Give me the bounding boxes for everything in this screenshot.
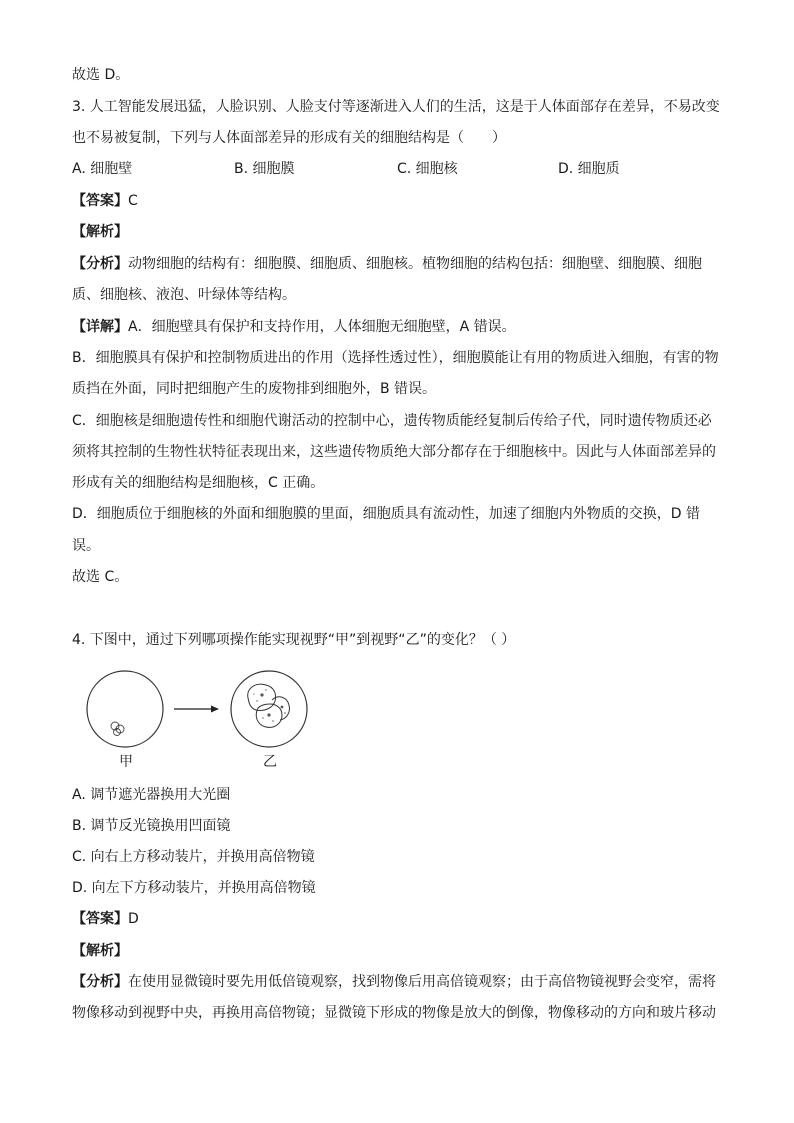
field-jia-cells bbox=[111, 722, 124, 736]
q4-fenxi-tag: 【分析】 bbox=[72, 974, 128, 990]
q3-options bbox=[72, 160, 722, 180]
q4-answer bbox=[72, 910, 139, 928]
field-yi-circle bbox=[231, 671, 307, 747]
q3-c-line-2: 须将其控制的生物性状特征表现出来，这些遗传物质绝大部分都存在于细胞核中。因此与人体面部差异的 bbox=[72, 444, 716, 460]
q4-answer-value: D bbox=[128, 911, 139, 927]
q3-stem-line-2: 也不易被复制，下列与人体面部差异的形成有关的细胞结构是（ ） bbox=[72, 130, 506, 146]
q3-fenxi-text-1: 动物细胞的结构有：细胞膜、细胞质、细胞核。植物细胞的结构包括：细胞壁、细胞膜、细胞 bbox=[128, 256, 702, 272]
q3-conclusion: 故选 C。 bbox=[72, 569, 129, 585]
q3-d-line-2: 误。 bbox=[72, 538, 100, 554]
q4-option-d: D. 向左下方移动装片，并换用高倍物镜 bbox=[72, 880, 316, 896]
field-yi-cells bbox=[248, 684, 290, 727]
q4-analysis-tag bbox=[72, 942, 128, 960]
q4-option-b: B. 调节反光镜换用凹面镜 bbox=[72, 818, 231, 834]
field-yi-label: 乙 bbox=[263, 754, 277, 770]
q3-xiangjie-text-1: A．细胞壁具有保护和支持作用，人体细胞无细胞壁，A 错误。 bbox=[128, 319, 516, 335]
q3-fenxi-line-2: 质、细胞核、液泡、叶绿体等结构。 bbox=[72, 287, 296, 303]
q3-option-a: A. 细胞壁 bbox=[72, 161, 133, 177]
q3-analysis-tag bbox=[72, 223, 128, 241]
q4-figure bbox=[86, 668, 316, 778]
q3-answer-value: C bbox=[128, 193, 138, 209]
field-jia-circle bbox=[87, 671, 163, 747]
q3-fenxi-line-1 bbox=[72, 255, 702, 273]
q4-option-a: A. 调节遮光器换用大光圈 bbox=[72, 787, 231, 803]
q3-option-d: D. 细胞质 bbox=[558, 161, 620, 177]
q3-answer bbox=[72, 192, 138, 210]
q3-b-line-2: 质挡在外面，同时把细胞产生的废物排到细胞外，B 错误。 bbox=[72, 381, 437, 397]
q4-analysis-label: 【解析】 bbox=[72, 943, 128, 959]
field-jia-label: 甲 bbox=[119, 754, 133, 770]
q3-stem-line-1: 3. 人工智能发展迅猛，人脸识别、人脸支付等逐渐进入人们的生活，这是于人体面部存在差异，不易改变 bbox=[72, 99, 720, 115]
q4-option-c: C. 向右上方移动装片，并换用高倍物镜 bbox=[72, 849, 315, 865]
q3-answer-tag: 【答案】 bbox=[72, 193, 128, 209]
q3-c-line-3: 形成有关的细胞结构是细胞核，C 正确。 bbox=[72, 475, 325, 491]
q4-fenxi-line-2: 物像移动到视野中央，再换用高倍物镜；显微镜下形成的物像是放大的倒像，物像移动的方向和玻片移动 bbox=[72, 1005, 716, 1021]
q3-fenxi-tag: 【分析】 bbox=[72, 256, 128, 272]
q3-b-line-1: B．细胞膜具有保护和控制物质进出的作用（选择性透过性），细胞膜能让有用的物质进入细胞，有害的物 bbox=[72, 350, 719, 366]
q3-option-b: B. 细胞膜 bbox=[234, 161, 295, 177]
q3-xiangjie-tag: 【详解】 bbox=[72, 319, 128, 335]
q4-fenxi-text-1: 在使用显微镜时要先用低倍镜观察，找到物像后用高倍镜观察；由于高倍物镜视野会变窄，需将 bbox=[128, 974, 716, 990]
q2-conclusion: 故选 D。 bbox=[72, 67, 130, 83]
q3-xiangjie-line-1 bbox=[72, 318, 516, 336]
arrow-right-icon bbox=[174, 706, 219, 713]
q3-c-line-1: C．细胞核是细胞遗传性和细胞代谢活动的控制中心，遗传物质能经复制后传给子代，同时遗传物质还必 bbox=[72, 413, 712, 429]
q4-answer-tag: 【答案】 bbox=[72, 911, 128, 927]
q3-analysis-label: 【解析】 bbox=[72, 224, 128, 240]
q4-fenxi-line-1 bbox=[72, 973, 716, 991]
q4-stem: 4. 下图中，通过下列哪项操作能实现视野“甲”到视野“乙”的变化？（ ） bbox=[72, 632, 516, 648]
field-yi-nuclei bbox=[253, 689, 285, 721]
q3-d-line-1: D．细胞质位于细胞核的外面和细胞膜的里面，细胞质具有流动性，加速了细胞内外物质的交换，D 错 bbox=[72, 506, 701, 522]
q3-option-c: C. 细胞核 bbox=[397, 161, 458, 177]
